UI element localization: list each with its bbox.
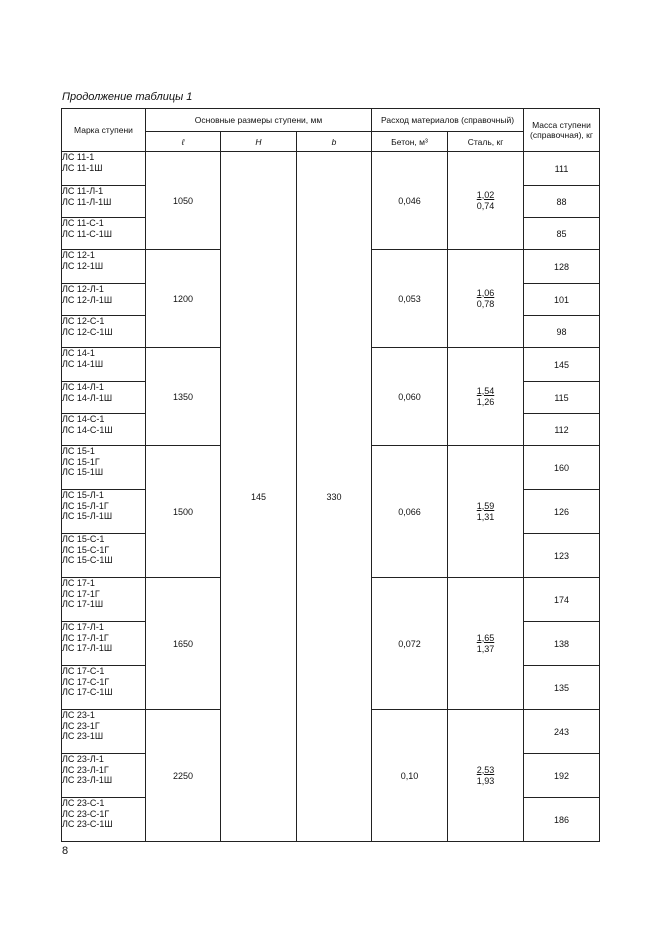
mass-cell: 88 [524,186,600,218]
table-row [62,152,600,186]
steel-denominator: 1,31 [476,511,495,522]
steel-numerator: 2,53 [476,764,495,775]
length-l-cell: 1050 [146,152,221,250]
step-mark-cell: ЛС 23-1 ЛС 23-1Г ЛС 23-1Ш [62,710,146,754]
steel-denominator: 0,74 [476,200,495,211]
concrete-cell: 0,10 [372,710,448,842]
mass-cell: 126 [524,490,600,534]
steel-fraction [477,765,495,787]
step-mark-cell: ЛС 14-Л-1 ЛС 14-Л-1Ш [62,382,146,414]
mass-cell: 192 [524,754,600,798]
length-l-cell: 1650 [146,578,221,710]
steel-cell [448,250,524,348]
mass-cell: 135 [524,666,600,710]
mass-cell: 111 [524,152,600,186]
header-materials: Расход материалов (справочный) [372,109,524,132]
header-mass: Масса ступени (справочная), кг [524,109,600,152]
step-mark-cell: ЛС 11-1 ЛС 11-1Ш [62,152,146,186]
steel-denominator: 1,26 [476,396,495,407]
steel-fraction [477,386,495,408]
step-mark-cell: ЛС 11-С-1 ЛС 11-С-1Ш [62,218,146,250]
steel-cell [448,152,524,250]
header-concrete: Бетон, м³ [372,132,448,152]
step-mark-cell: ЛС 17-С-1 ЛС 17-С-1Г ЛС 17-С-1Ш [62,666,146,710]
header-dimensions: Основные размеры ступени, мм [146,109,372,132]
concrete-cell: 0,046 [372,152,448,250]
steel-cell [448,710,524,842]
mass-cell: 101 [524,284,600,316]
steel-cell [448,348,524,446]
steel-denominator: 0,78 [476,298,495,309]
steel-numerator: 1,54 [476,385,495,396]
mass-cell: 160 [524,446,600,490]
steel-numerator: 1,02 [476,189,495,200]
concrete-cell: 0,066 [372,446,448,578]
header-l: ℓ [146,132,221,152]
mass-cell: 186 [524,798,600,842]
page-number: 8 [62,845,69,857]
width-b-cell: 330 [297,152,372,842]
steel-numerator: 1,65 [476,632,495,643]
step-mark-cell: ЛС 23-Л-1 ЛС 23-Л-1Г ЛС 23-Л-1Ш [62,754,146,798]
mass-cell: 115 [524,382,600,414]
steel-cell [448,578,524,710]
steel-fraction [477,190,495,212]
height-H-cell: 145 [221,152,297,842]
concrete-cell: 0,060 [372,348,448,446]
step-mark-cell: ЛС 12-Л-1 ЛС 12-Л-1Ш [62,284,146,316]
steel-fraction [477,633,495,655]
step-mark-cell: ЛС 17-Л-1 ЛС 17-Л-1Г ЛС 17-Л-1Ш [62,622,146,666]
mass-cell: 85 [524,218,600,250]
concrete-cell: 0,072 [372,578,448,710]
mass-cell: 138 [524,622,600,666]
steps-table [61,108,600,842]
mass-cell: 112 [524,414,600,446]
steel-fraction [477,501,495,523]
length-l-cell: 2250 [146,710,221,842]
table-caption: Продолжение таблицы 1 [62,91,193,103]
step-mark-cell: ЛС 17-1 ЛС 17-1Г ЛС 17-1Ш [62,578,146,622]
length-l-cell: 1200 [146,250,221,348]
length-l-cell: 1500 [146,446,221,578]
steel-numerator: 1,06 [476,287,495,298]
header-steel: Сталь, кг [448,132,524,152]
header-H: H [221,132,297,152]
step-mark-cell: ЛС 23-С-1 ЛС 23-С-1Г ЛС 23-С-1Ш [62,798,146,842]
mass-cell: 98 [524,316,600,348]
steel-denominator: 1,93 [476,775,495,786]
step-mark-cell: ЛС 12-С-1 ЛС 12-С-1Ш [62,316,146,348]
steel-cell [448,446,524,578]
steel-numerator: 1,59 [476,500,495,511]
step-mark-cell: ЛС 14-1 ЛС 14-1Ш [62,348,146,382]
step-mark-cell: ЛС 12-1 ЛС 12-1Ш [62,250,146,284]
step-mark-cell: ЛС 15-С-1 ЛС 15-С-1Г ЛС 15-С-1Ш [62,534,146,578]
concrete-cell: 0,053 [372,250,448,348]
header-b: b [297,132,372,152]
mass-cell: 174 [524,578,600,622]
mass-cell: 145 [524,348,600,382]
step-mark-cell: ЛС 15-Л-1 ЛС 15-Л-1Г ЛС 15-Л-1Ш [62,490,146,534]
header-mark: Марка ступени [62,109,146,152]
step-mark-cell: ЛС 14-С-1 ЛС 14-С-1Ш [62,414,146,446]
steel-fraction [477,288,495,310]
mass-cell: 123 [524,534,600,578]
length-l-cell: 1350 [146,348,221,446]
mass-cell: 128 [524,250,600,284]
step-mark-cell: ЛС 11-Л-1 ЛС 11-Л-1Ш [62,186,146,218]
step-mark-cell: ЛС 15-1 ЛС 15-1Г ЛС 15-1Ш [62,446,146,490]
steel-denominator: 1,37 [476,643,495,654]
mass-cell: 243 [524,710,600,754]
